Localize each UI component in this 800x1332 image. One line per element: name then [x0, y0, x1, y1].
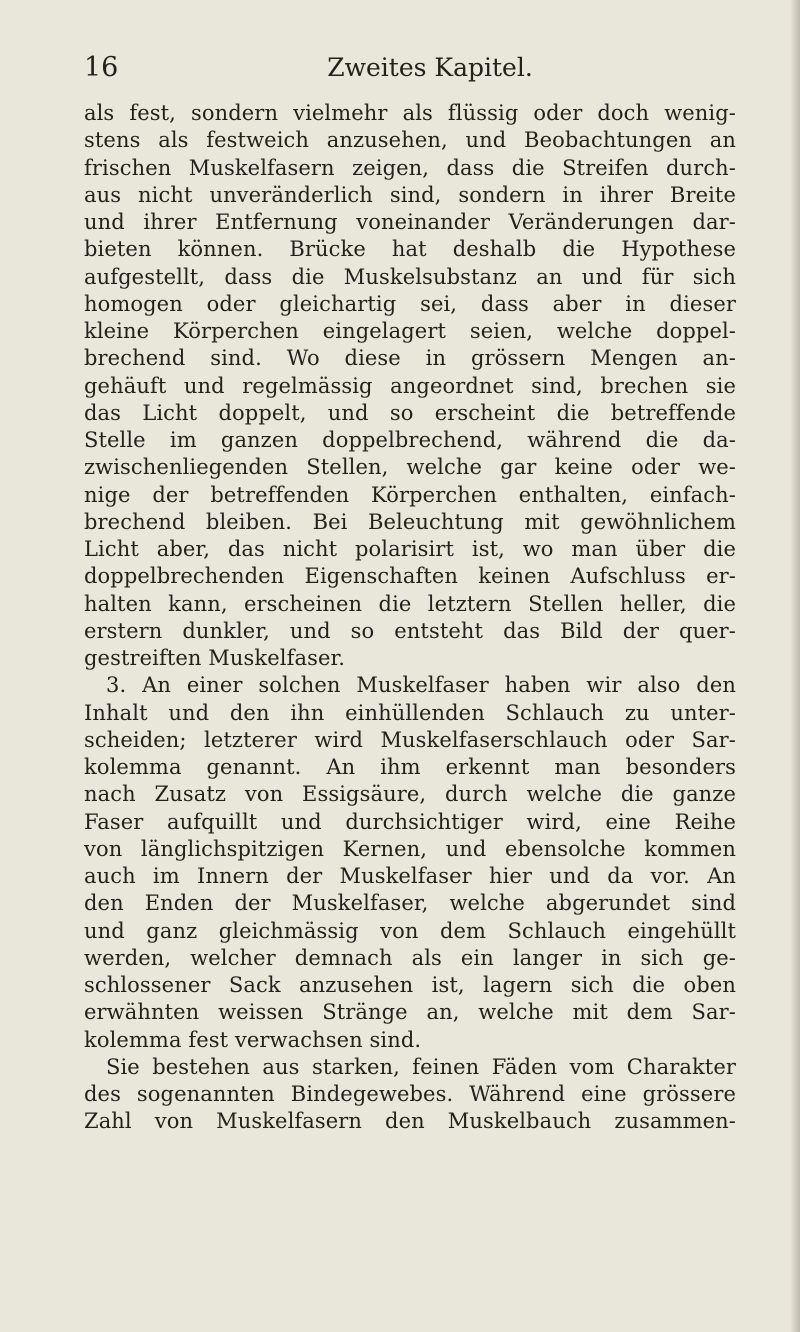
section-3-first-line: 3. An einer solchen Muskelfaser haben wir also den	[106, 673, 736, 698]
text-line: und ihrer Entfernung voneinander Veränderungen dar-	[84, 210, 736, 234]
page-header	[84, 50, 736, 86]
page-edge-shadow	[790, 0, 800, 1332]
text-line: stens als festweich anzusehen, und Beobachtungen an	[84, 128, 736, 153]
text-line: zwischenliegenden Stellen, welche gar keine oder we-	[84, 455, 736, 480]
text-line: Licht aber, das nicht polarisirt ist, wo man über die	[84, 537, 736, 561]
running-head: Zweites Kapitel.	[327, 53, 533, 82]
text-line: Stelle im ganzen doppelbrechend, während die da-	[84, 428, 736, 452]
text-line: gehäuft und regelmässig angeordnet sind, brechen sie	[84, 373, 736, 398]
body-text	[84, 100, 736, 1136]
text-line: aus nicht unveränderlich sind, sondern in ihrer Breite	[84, 182, 736, 207]
text-line: den Enden der Muskelfaser, welche abgerundet sind	[84, 891, 736, 916]
paragraph-first-line: Sie bestehen aus starken, feinen Fäden vom Charakter	[106, 1054, 736, 1079]
text-line: Faser aufquillt und durchsichtiger wird, eine Reihe	[84, 809, 736, 834]
text-line: doppelbrechenden Eigenschaften keinen Aufschluss er-	[84, 564, 736, 589]
text-line: nige der betreffenden Körperchen enthalten, einfach-	[84, 482, 736, 507]
text-line: brechend sind. Wo diese in grössern Mengen an-	[84, 346, 736, 371]
text-line: erstern dunkler, und so entsteht das Bild der quer-	[84, 618, 736, 643]
text-line: werden, welcher demnach als ein langer in sich ge-	[84, 945, 736, 970]
text-line: gestreiften Muskelfaser.	[84, 646, 346, 670]
text-line: frischen Muskelfasern zeigen, dass die Streifen durch-	[84, 155, 736, 180]
text-line: kleine Körperchen eingelagert seien, welche doppel-	[84, 319, 736, 343]
text-line: brechend bleiben. Bei Beleuchtung mit gewöhnlichem	[84, 509, 736, 534]
text-line: kolemma genannt. An ihm erkennt man besonders	[84, 755, 736, 779]
text-line: schlossener Sack anzusehen ist, lagern sich die oben	[84, 973, 736, 997]
text-line: kolemma fest verwachsen sind.	[84, 1027, 422, 1052]
text-line: das Licht doppelt, und so erscheint die betreffende	[84, 400, 736, 425]
text-line: und ganz gleichmässig von dem Schlauch eingehüllt	[84, 918, 736, 943]
text-line: erwähnten weissen Stränge an, welche mit dem Sar-	[84, 1000, 736, 1025]
page-number: 16	[84, 52, 119, 83]
text-line: des sogenannten Bindegewebes. Während eine grössere	[84, 1082, 736, 1106]
text-line: von länglichspitzigen Kernen, und ebensolche kommen	[84, 836, 736, 861]
text-line: als fest, sondern vielmehr als flüssig oder doch wenig-	[84, 101, 736, 125]
text-line: auch im Innern der Muskelfaser hier und da vor. An	[84, 864, 736, 888]
text-line: halten kann, erscheinen die letztern Stellen heller, die	[84, 591, 736, 616]
text-line: homogen oder gleichartig sei, dass aber in dieser	[84, 291, 736, 316]
text-line: nach Zusatz von Essigsäure, durch welche die ganze	[84, 782, 736, 807]
text-line: Inhalt und den ihn einhüllenden Schlauch zu unter-	[84, 700, 736, 725]
text-line: aufgestellt, dass die Muskelsubstanz an und für sich	[84, 264, 736, 289]
text-line: bieten können. Brücke hat deshalb die Hypothese	[84, 237, 736, 262]
text-line: Zahl von Muskelfasern den Muskelbauch zusammen-	[84, 1109, 736, 1134]
text-line: scheiden; letzterer wird Muskelfaserschlauch oder Sar-	[84, 727, 736, 752]
